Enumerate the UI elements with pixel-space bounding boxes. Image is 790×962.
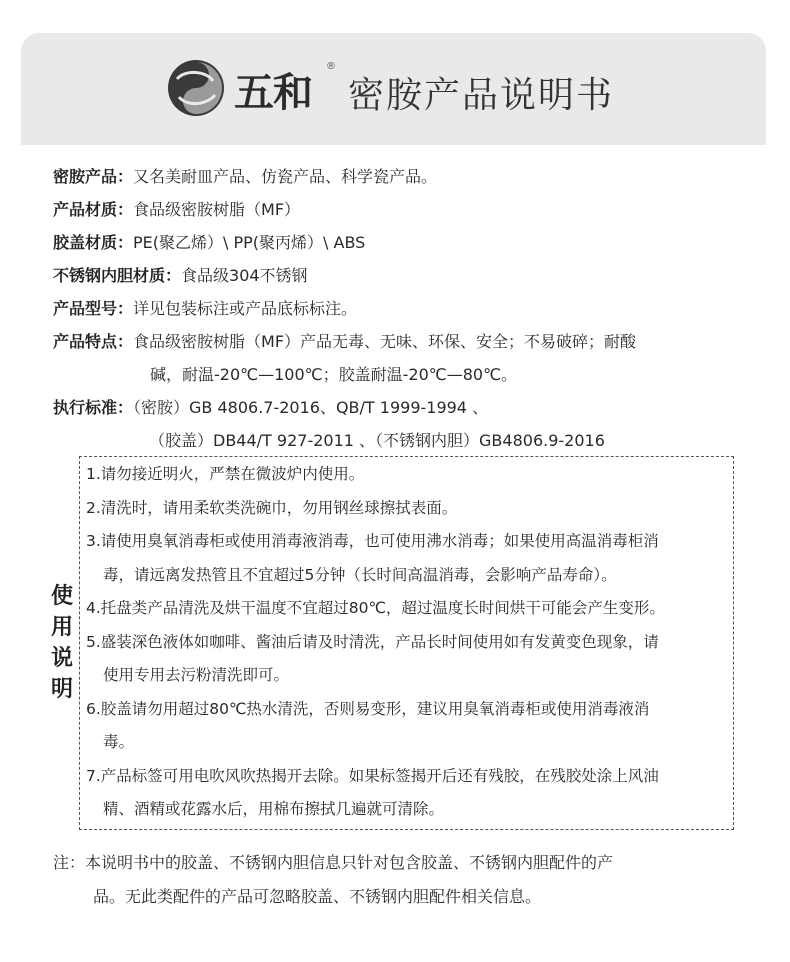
- info-row-model: [53, 292, 753, 325]
- usage-item-3: 3.请使用臭氧消毒柜或使用消毒液消毒，也可使用沸水消毒；如果使用高温消毒柜消: [86, 532, 659, 550]
- brand-name: 五和: [234, 70, 312, 116]
- usage-item-5-cont: 使用专用去污粉清洗即可。: [103, 666, 290, 684]
- info-label: 产品特点：: [53, 332, 134, 351]
- info-value: 详见包装标注或产品底标标注。: [133, 299, 358, 318]
- usage-instructions: [86, 458, 731, 827]
- usage-title-char: 明: [51, 677, 74, 702]
- info-row-standard-cont: [53, 424, 753, 457]
- product-info: [53, 160, 753, 457]
- info-value: 食品级密胺树脂（MF）产品无毒、无味、环保、安全；不易破碎；耐酸: [133, 332, 637, 351]
- info-row-melamine: [53, 160, 753, 193]
- info-row-material: [53, 193, 753, 226]
- info-value: 食品级304不锈钢: [181, 266, 308, 285]
- usage-item-6-cont: 毒。: [103, 733, 135, 751]
- info-label: 产品材质：: [53, 200, 134, 219]
- usage-item-4: 4.托盘类产品清洗及烘干温度不宜超过80℃，超过温度长时间烘干可能会产生变形。: [86, 599, 665, 617]
- usage-item-7: 7.产品标签可用电吹风吹热揭开去除。如果标签揭开后还有残胶，在残胶处涂上风油: [86, 766, 659, 785]
- footnote-line-cont: 品。无此类配件的产品可忽略胶盖、不锈钢内胆配件相关信息。: [93, 887, 542, 906]
- info-label: 产品型号：: [53, 299, 134, 318]
- info-row-features-cont: [53, 358, 753, 391]
- info-value: PE(聚乙烯）\ PP(聚丙烯）\ ABS: [133, 233, 366, 252]
- info-label: 执行标准：: [53, 398, 134, 417]
- info-value: 又名美耐皿产品、仿瓷产品、科学瓷产品。: [133, 167, 438, 186]
- info-label: 不锈钢内胆材质：: [53, 266, 182, 285]
- info-row-features: [53, 325, 753, 358]
- usage-title: [51, 581, 73, 705]
- info-value: 碱，耐温-20℃—100℃；胶盖耐温-20℃—80℃。: [150, 365, 518, 384]
- page-title: 密胺产品说明书: [348, 75, 615, 116]
- registered-mark: ®: [326, 61, 336, 72]
- usage-item-2: 2.清洗时，请用柔软类洗碗巾，勿用钢丝球擦拭表面。: [86, 498, 458, 517]
- usage-title-char: 使: [51, 584, 74, 609]
- info-row-steel-liner: [53, 259, 753, 292]
- info-row-standard: [53, 391, 753, 424]
- footnote: [53, 846, 753, 914]
- usage-item-6: 6.胶盖请勿用超过80℃热水清洗，否则易变形，建议用臭氧消毒柜或使用消毒液消: [86, 699, 650, 718]
- info-value: 食品级密胺树脂（MF）: [133, 200, 301, 219]
- usage-title-char: 用: [51, 615, 74, 640]
- footnote-line: 注：本说明书中的胶盖、不锈钢内胆信息只针对包含胶盖、不锈钢内胆配件的产: [53, 853, 614, 872]
- brand-logo-icon: [167, 59, 225, 117]
- usage-item-1: 1.请勿接近明火，严禁在微波炉内使用。: [86, 465, 365, 483]
- info-row-lid-material: [53, 226, 753, 259]
- usage-item-7-cont: 精、酒精或花露水后，用棉布擦拭几遍就可清除。: [103, 800, 445, 818]
- info-label: 胶盖材质：: [53, 233, 134, 252]
- header-banner: [21, 33, 766, 145]
- info-label: 密胺产品：: [53, 167, 134, 186]
- usage-title-char: 说: [51, 646, 74, 671]
- info-value: （密胺）GB 4806.7-2016、QB/T 1999-1994 、: [133, 398, 489, 417]
- usage-item-5: 5.盛装深色液体如咖啡、酱油后请及时清洗，产品长时间使用如有发黄变色现象，请: [86, 632, 659, 651]
- usage-item-3-cont: 毒，请远离发热管且不宜超过5分钟（长时间高温消毒，会影响产品寿命）。: [103, 565, 617, 584]
- info-value: （胶盖）DB44/T 927-2011 、（不锈钢内胆）GB4806.9-2016: [149, 431, 605, 450]
